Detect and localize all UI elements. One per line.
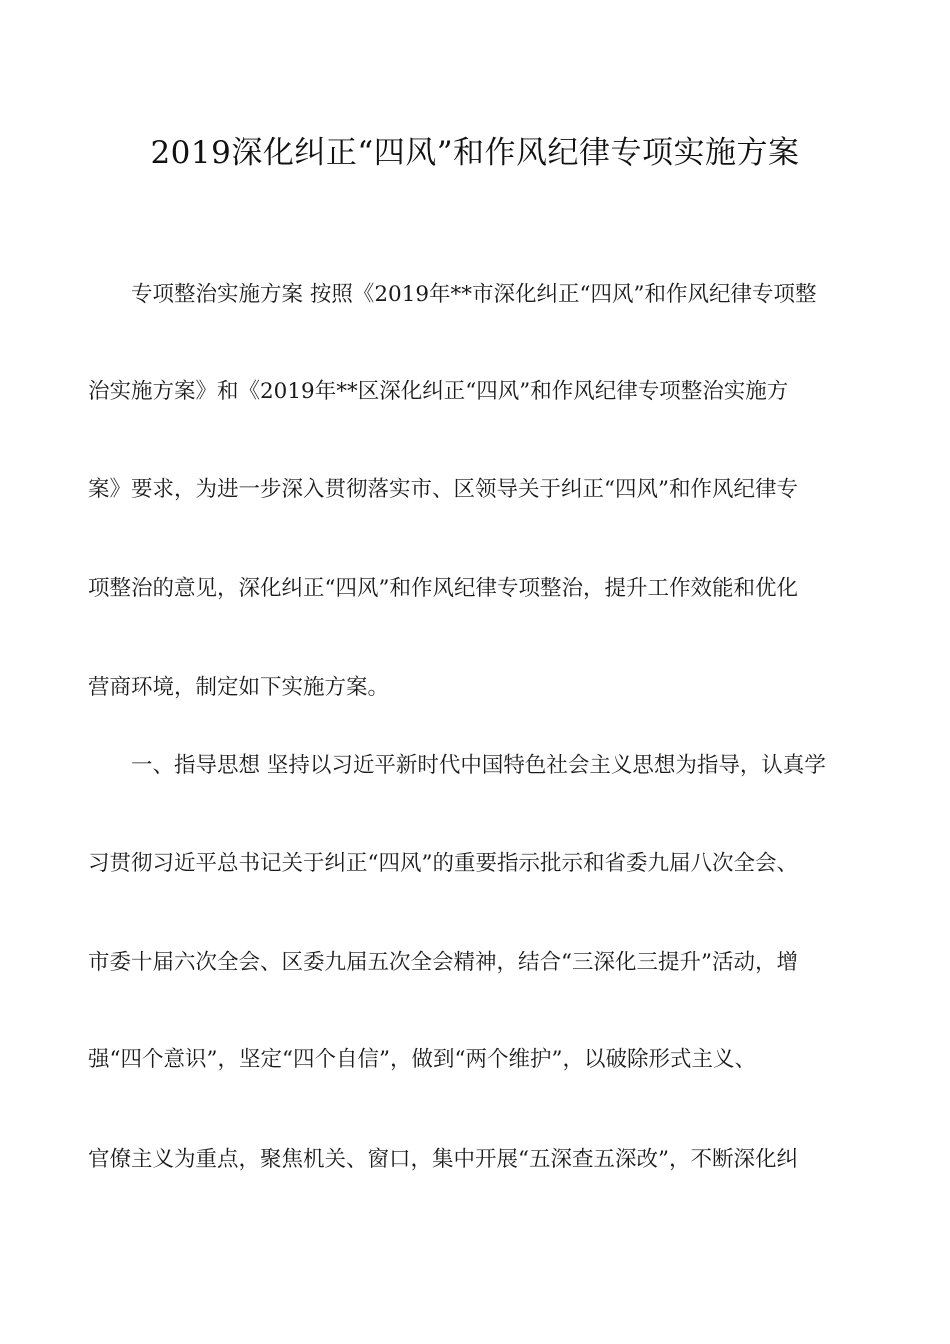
- paragraph-1-line-3: 案》要求，为进一步深入贯彻落实市、区领导关于纠正“四风”和作风纪律专: [88, 477, 798, 502]
- paragraph-1-line-4: 项整治的意见，深化纠正“四风”和作风纪律专项整治，提升工作效能和优化: [88, 576, 798, 601]
- paragraph-2-line-1: 一、指导思想 坚持以习近平新时代中国特色社会主义思想为指导，认真学: [131, 753, 826, 778]
- document-title: 2019深化纠正“四风”和作风纪律专项实施方案: [150, 135, 800, 171]
- paragraph-2-line-4: 强“四个意识”，坚定“四个自信”，做到“两个维护”，以破除形式主义、: [88, 1047, 756, 1072]
- paragraph-2-line-3: 市委十届六次全会、区委九届五次全会精神，结合“三深化三提升”活动，增: [88, 950, 798, 975]
- paragraph-1-line-2: 治实施方案》和《2019年**区深化纠正“四风”和作风纪律专项整治实施方: [88, 379, 789, 404]
- paragraph-1-line-1: 专项整治实施方案 按照《2019年**市深化纠正“四风”和作风纪律专项整: [131, 282, 817, 307]
- paragraph-2-line-5: 官僚主义为重点，聚焦机关、窗口，集中开展“五深查五深改”，不断深化纠: [88, 1147, 798, 1172]
- paragraph-1-line-5: 营商环境，制定如下实施方案。: [88, 675, 390, 700]
- paragraph-2-line-2: 习贯彻习近平总书记关于纠正“四风”的重要指示批示和省委九届八次全会、: [88, 851, 798, 876]
